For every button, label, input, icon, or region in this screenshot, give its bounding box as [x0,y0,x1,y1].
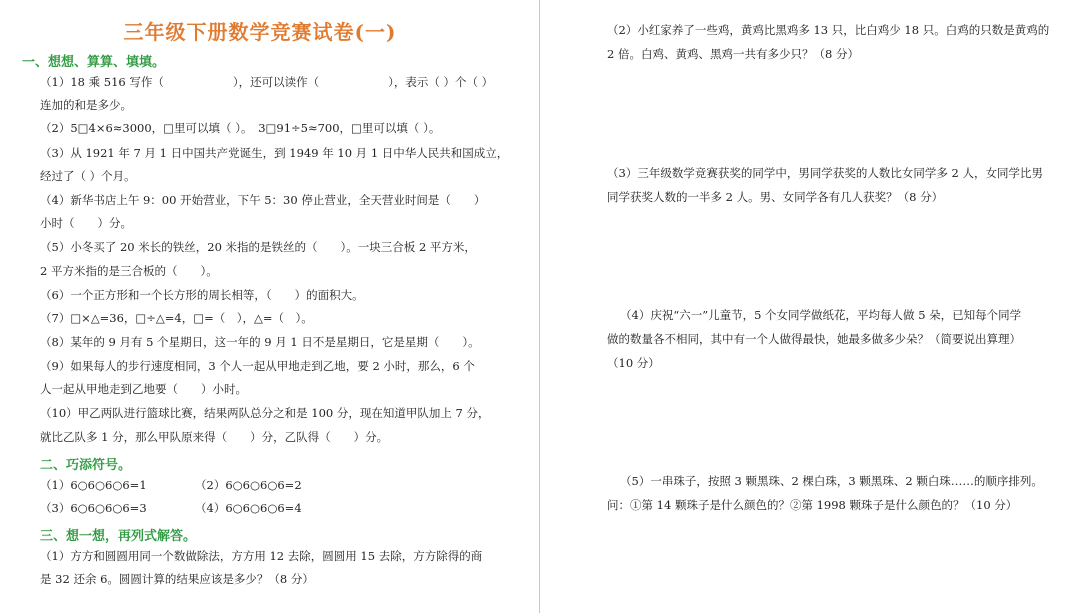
question-line: 问：①第 14 颗珠子是什么颜色的？②第 1998 颗珠子是什么颜色的？（10 分） [607,498,1018,512]
question-line: （6）一个正方形和一个长方形的周长相等，（ ）的面积大。 [40,288,364,302]
question-line: （7）□×△=36，□÷△=4，□=（ ），△=（ ）。 [40,311,313,325]
section-heading-1: 一、想想、算算、填填。 [22,55,166,70]
symbol-item: （3）6○6○6○6=3 [40,501,147,515]
symbol-item: （4）6○6○6○6=4 [195,501,302,515]
question-line: （5）一串珠子，按照 3 颗黑珠、2 棵白珠，3 颗黑珠、2 颗白珠……的顺序排列。 [620,474,1043,488]
question-line: （10）甲乙两队进行篮球比赛，结果两队总分之和是 100 分，现在知道甲队加上 7 分， [40,406,490,420]
question-line: （3）从 1921 年 7 月 1 日中国共产党诞生，到 1949 年 10 月 1 日中华人民共和国成立， [40,146,509,160]
question-line: （4）庆祝“六一”儿童节，5 个女同学做纸花，平均每人做 5 朵，已知每个同学 [620,308,1022,322]
question-line: 2 倍。白鸡、黄鸡、黑鸡一共有多少只？（8 分） [607,47,859,61]
question-line: 人一起从甲地走到乙地要（ ）小时。 [40,382,247,396]
question-line: 是 32 还余 6。圆圆计算的结果应该是多少？（8 分） [40,572,314,586]
question-line: 2 平方米指的是三合板的（ ）。 [40,264,218,278]
question-line: 同学获奖人数的一半多 2 人。男、女同学各有几人获奖？（8 分） [607,190,944,204]
section-heading-2: 二、巧添符号。 [40,458,132,473]
question-line: （5）小冬买了 20 米长的铁丝，20 米指的是铁丝的（ ）。一块三合板 2 平方米， [40,240,476,254]
question-line: （3）三年级数学竞赛获奖的同学中，男同学获奖的人数比女同学多 2 人，女同学比男 [607,166,1043,180]
symbol-item: （1）6○6○6○6=1 [40,478,147,492]
question-line: 做的数量各不相同，其中有一个人做得最快，她最多做多少朵？（简要说出算理） [607,332,1021,346]
question-line: （2）5□4×6≈3000，□里可以填（ ）。 3□91÷5≈700，□里可以填（ ）。 [40,121,441,135]
question-line: （1）方方和圆圆用同一个数做除法，方方用 12 去除，圆圆用 15 去除，方方除得的商 [40,549,483,563]
question-line: （10 分） [607,356,660,370]
question-line: 连加的和是多少。 [40,98,132,112]
question-line: （4）新华书店上午 9：00 开始营业，下午 5：30 停止营业，全天营业时间是（ ） [40,193,486,207]
question-line: 就比乙队多 1 分，那么甲队原来得（ ）分，乙队得（ ）分。 [40,430,389,444]
page-title: 三年级下册数学竞赛试卷(一) [123,20,397,44]
question-line: （1）18 乘 516 写作（ ），还可以读作（ ），表示（ ）个（ ） [40,75,494,89]
section-heading-3: 三、想一想，再列式解答。 [40,529,197,544]
question-line: 小时（ ）分。 [40,216,132,230]
question-line: 经过了（ ）个月。 [40,169,136,183]
question-line: （9）如果每人的步行速度相同，3 个人一起从甲地走到乙地，要 2 小时，那么，6 个 [40,359,475,373]
question-line: （8）某年的 9 月有 5 个星期日，这一年的 9 月 1 日不是星期日，它是星期（ ）。 [40,335,480,349]
question-line: （2）小红家养了一些鸡，黄鸡比黑鸡多 13 只，比白鸡少 18 只。白鸡的只数是黄鸡的 [607,23,1050,37]
right-page [540,0,1080,613]
symbol-item: （2）6○6○6○6=2 [195,478,302,492]
